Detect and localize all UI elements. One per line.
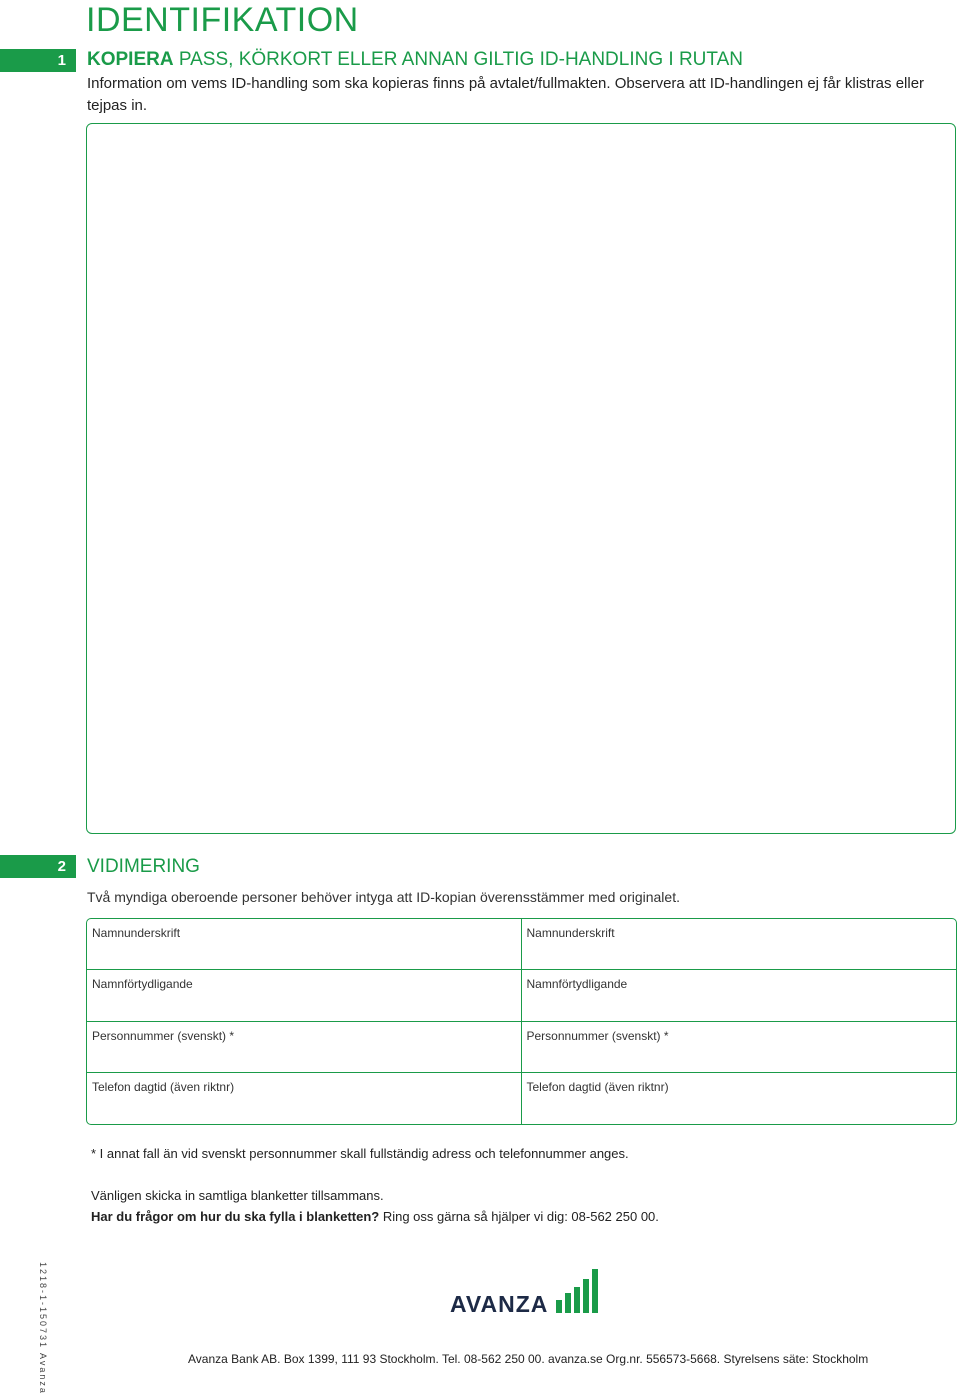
vidimering-form [86,918,957,1125]
section-1-heading [87,48,743,72]
id-copy-box [86,123,956,834]
logo-bar [583,1279,589,1313]
personal-number-field-1[interactable]: Personnummer (svenskt) * [87,1022,522,1073]
footnote: * I annat fall än vid svenskt personnummer skall fullständig adress och telefonnummer anges. [91,1146,629,1161]
logo-bar [556,1300,562,1313]
section-1-info: Information om vems ID-handling som ska kopieras finns på avtalet/fullmakten. Observera att ID-handlingen ej får klistras eller tejpas in. [87,75,925,114]
form-code: 1218-1-150731 Avanza [38,1262,48,1395]
signature-field-1[interactable]: Namnunderskrift [87,919,522,970]
questions-note [91,1208,659,1226]
avanza-logo [450,1268,610,1316]
logo-bar [592,1269,598,1313]
phone-field-1[interactable]: Telefon dagtid (även riktnr) [87,1073,522,1124]
section-2-heading: VIDIMERING [87,856,200,877]
section-1-number: 1 [0,49,76,72]
questions-note-rest: Ring oss gärna så hjälper vi dig: 08-562 250 00. [379,1209,659,1224]
section-1-heading-rest: PASS, KÖRKORT ELLER ANNAN GILTIG ID-HANDLING I RUTAN [173,49,743,70]
logo-bar [574,1287,580,1313]
personal-number-field-2[interactable]: Personnummer (svenskt) * [522,1022,957,1073]
phone-field-2[interactable]: Telefon dagtid (även riktnr) [526,1079,669,1094]
footer-company-info: Avanza Bank AB. Box 1399, 111 93 Stockholm. Tel. 08-562 250 00. avanza.se Org.nr. 556573-5668. Styrelsens säte: Stockholm [188,1352,869,1366]
logo-bar [565,1293,571,1313]
questions-note-bold: Har du frågor om hur du ska fylla i blanketten? [91,1209,380,1224]
section-1-heading-bold: KOPIERA [87,49,174,70]
name-clarification-field-2[interactable]: Namnförtydligande [522,970,957,1021]
logo-text: AVANZA [450,1291,549,1317]
page-title: IDENTIFIKATION [86,1,359,39]
section-2-info: Två myndiga oberoende personer behöver intyga att ID-kopian överensstämmer med originalet. [87,889,680,905]
section-2-number: 2 [0,855,76,878]
name-clarification-field-1[interactable]: Namnförtydligande [87,970,522,1021]
send-together-note: Vänligen skicka in samtliga blanketter tillsammans. [91,1188,384,1203]
signature-field-2[interactable]: Namnunderskrift [522,919,957,970]
